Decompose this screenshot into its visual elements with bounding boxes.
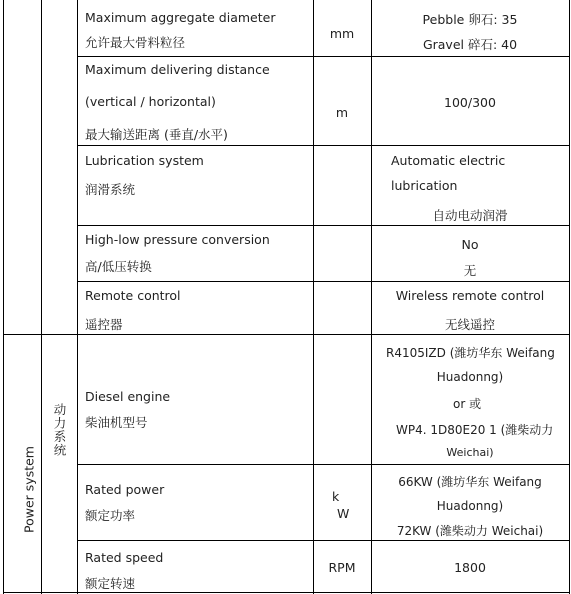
- engine-value-1: R4105IZD (潍坊华东 Weifang: [386, 346, 555, 360]
- remote-value-2: 无线遥控: [444, 317, 495, 332]
- speed-value: 1800: [454, 560, 486, 575]
- power-value-2: Huadonng): [436, 499, 504, 513]
- border-left: [3, 0, 4, 594]
- row-line-5: [3, 334, 570, 335]
- row-line-3: [77, 225, 570, 226]
- distance-label-cn: 最大输送距离 (垂直/水平): [85, 127, 228, 142]
- power-value-3: 72KW (潍柴动力 Weichai): [396, 524, 544, 538]
- border-col-sub: [77, 0, 78, 594]
- border-col-unit: [313, 0, 314, 594]
- power-unit-1: k: [332, 489, 340, 504]
- remote-label-cn: 遥控器: [85, 317, 123, 332]
- remote-value-1: Wireless remote control: [395, 288, 545, 303]
- pressure-label-en: High-low pressure conversion: [85, 232, 270, 247]
- power-unit-2: W: [337, 506, 350, 521]
- power-value-1: 66KW (潍坊华东 Weifang: [398, 475, 542, 489]
- border-col-group: [41, 0, 42, 594]
- engine-value-2: Huadonng): [436, 370, 504, 384]
- pressure-label-cn: 高/低压转换: [85, 259, 152, 274]
- row-line-2: [77, 145, 570, 146]
- lubrication-value-1: Automatic electric: [391, 153, 506, 168]
- pressure-value-1: No: [461, 237, 479, 252]
- lubrication-value-2: lubrication: [391, 178, 458, 193]
- aggregate-label-cn: 允许最大骨料粒径: [85, 35, 186, 50]
- speed-label-en: Rated speed: [85, 550, 164, 565]
- pressure-value-2: 无: [463, 263, 477, 278]
- lubrication-label-en: Lubrication system: [85, 153, 204, 168]
- group-label-en: Power system: [21, 446, 37, 533]
- distance-unit: m: [335, 105, 349, 120]
- row-line-7: [77, 540, 570, 541]
- engine-value-4: WP4. 1D80E20 1 (潍柴动力: [396, 423, 554, 437]
- group-label-cn: 动力系统: [52, 403, 67, 457]
- engine-label-en: Diesel engine: [85, 389, 171, 404]
- power-label-cn: 额定功率: [85, 508, 136, 523]
- border-bottom: [3, 592, 570, 593]
- row-line-6: [77, 464, 570, 465]
- row-line-4: [77, 281, 570, 282]
- speed-label-cn: 额定转速: [85, 576, 136, 591]
- distance-label-en-2: (vertical / horizontal): [85, 94, 216, 109]
- aggregate-value-1: Pebble 卵石: 35: [422, 12, 518, 27]
- lubrication-value-3: 自动电动润滑: [432, 208, 508, 223]
- distance-label-en: Maximum delivering distance: [85, 62, 270, 77]
- row-line-1: [77, 56, 570, 57]
- engine-label-cn: 柴油机型号: [85, 415, 148, 430]
- remote-label-en: Remote control: [85, 288, 181, 303]
- aggregate-label-en: Maximum aggregate diameter: [85, 10, 276, 25]
- power-label-en: Rated power: [85, 482, 165, 497]
- engine-value-5: Weichai): [446, 446, 494, 459]
- distance-value: 100/300: [444, 95, 496, 110]
- border-right: [569, 0, 570, 594]
- speed-unit: RPM: [328, 560, 356, 575]
- aggregate-value-2: Gravel 碎石: 40: [422, 37, 518, 52]
- aggregate-unit: mm: [329, 26, 355, 41]
- engine-value-3: or 或: [453, 397, 482, 411]
- lubrication-label-cn: 润滑系统: [85, 182, 136, 197]
